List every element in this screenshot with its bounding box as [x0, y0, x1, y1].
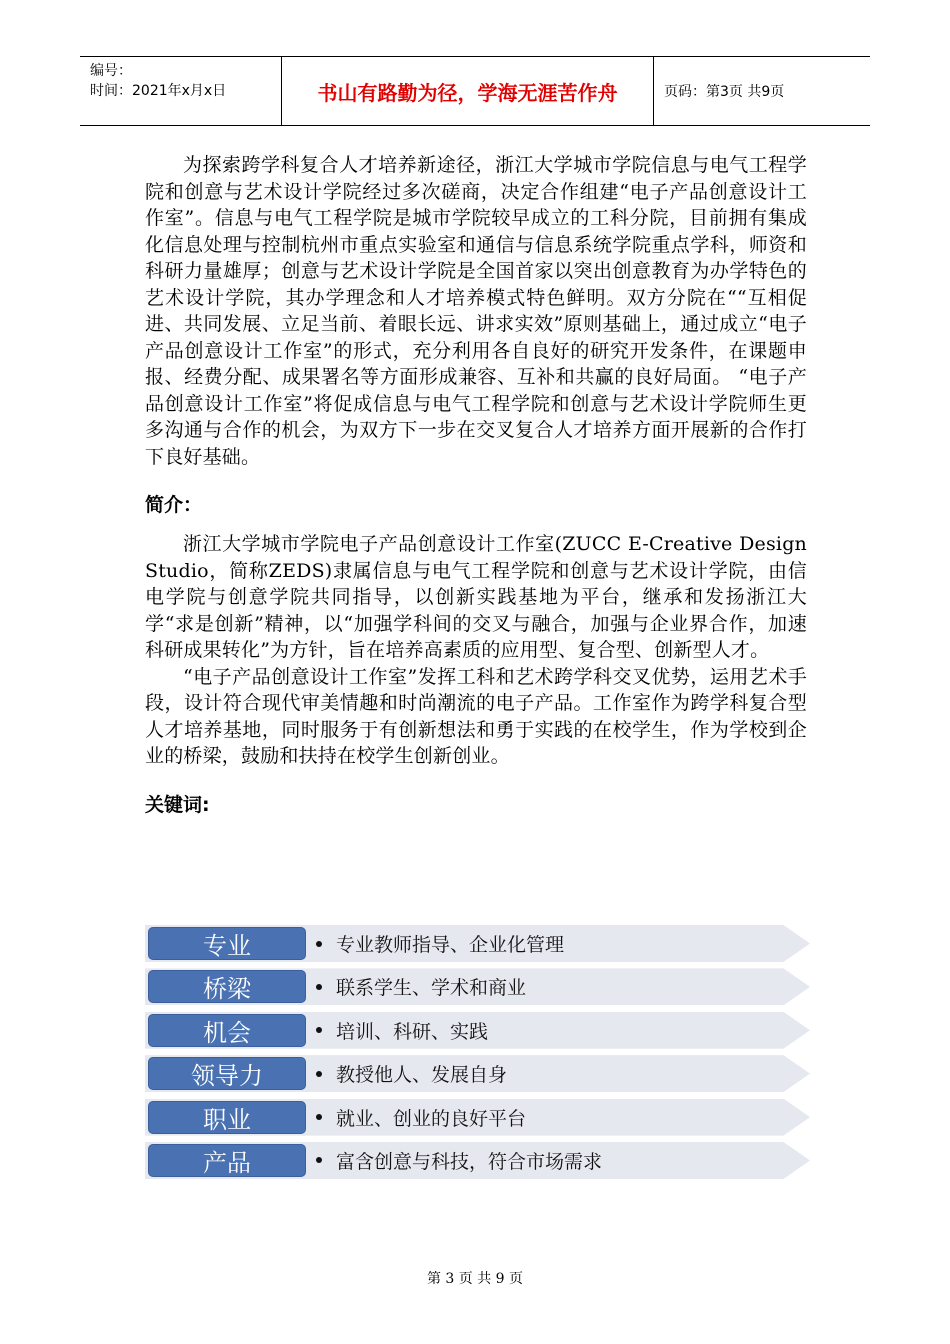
bullet-icon — [316, 941, 322, 947]
keywords-heading: 关键词: — [145, 793, 210, 816]
keyword-description — [310, 1099, 526, 1136]
keyword-row — [145, 1055, 815, 1092]
keyword-description-text: 培训、科研、实践 — [336, 1020, 489, 1043]
keyword-row — [145, 1142, 815, 1179]
document-number-label: 编号： — [90, 63, 132, 79]
keyword-description — [310, 925, 564, 962]
bullet-icon — [316, 1114, 322, 1120]
page-header — [80, 56, 870, 126]
summary-heading: 简介： — [145, 494, 203, 516]
keyword-description-text: 富含创意与科技，符合市场需求 — [336, 1150, 603, 1173]
header-page-code: 页码：第3页 共9页 — [664, 84, 785, 100]
intro-paragraph: 为探索跨学科复合人才培养新途径，浙江大学城市学院信息与电气工程学院和创意与艺术设计学院经过多次磋商，决定合作组建“电子产品创意设计工作室”。信息与电气工程学院是城市学院较早成立的工科分院，目前拥有集成化信息处理与控制杭州市重点实验室和通信与信息系统学院重点学科，师资和科研力量雄厚；创意与艺术设计学院是全国首家以突出创意教育为办学特色的艺术设计学院，其办学理念和人才培养模式特色鲜明。双方分院在““互相促进、共同发展、立足当前、着眼长远、讲求实效”原则基础上，通过成立“电子产品创意设计工作室”的形式，充分利用各自良好的研究开发条件，在课题申报、经费分配、成果署名等方面形成兼容、互补和共赢的良好局面。 “电子产品创意设计工作室”将促成信息与电气工程学院和创意与艺术设计学院师生更多沟通与合作的机会，为双方下一步在交叉复合人才培养方面开展新的合作打下良好基础。 — [145, 154, 807, 468]
page-footer: 第 3 页 共 9 页 — [426, 1271, 524, 1287]
keyword-description-text: 就业、创业的良好平台 — [336, 1107, 527, 1130]
header-motto: 书山有路勤为径，学海无涯苦作舟 — [282, 57, 654, 125]
keyword-description-text: 专业教师指导、企业化管理 — [336, 934, 565, 956]
keyword-row — [145, 1012, 815, 1049]
keyword-label: 领导力 — [148, 1057, 306, 1090]
bullet-icon — [316, 1071, 322, 1077]
keyword-label: 机会 — [148, 1014, 306, 1047]
header-meta — [80, 57, 282, 125]
keywords-list — [145, 925, 815, 1185]
keyword-description — [310, 1055, 507, 1092]
keyword-label: 专业 — [148, 927, 306, 960]
keyword-label: 职业 — [148, 1101, 306, 1134]
bullet-icon — [316, 1027, 322, 1033]
keyword-description-text: 联系学生、学术和商业 — [336, 977, 527, 1000]
keyword-label: 桥梁 — [148, 970, 306, 1003]
keyword-description-text: 教授他人、发展自身 — [336, 1064, 508, 1087]
document-body — [145, 152, 807, 831]
document-time-label: 时间：2021年x月x日 — [90, 83, 227, 99]
summary-paragraph-1: 浙江大学城市学院电子产品创意设计工作室(ZUCC E-Creative Design Studio，简称ZEDS)隶属信息与电气工程学院和创意与艺术设计学院，由信电学院与创意学院共同指导，以创新实践基地为平台，继承和发扬浙江大学“求是创新”精神，以“加强学科间的交叉与融合，加强与企业界合作，加速科研成果转化”为方针，旨在培养高素质的应用型、复合型、创新型人才。 — [145, 533, 807, 661]
keyword-row — [145, 925, 815, 962]
bullet-icon — [316, 1157, 322, 1163]
bullet-icon — [316, 984, 322, 990]
keyword-label: 产品 — [148, 1144, 306, 1177]
keyword-description — [310, 968, 526, 1005]
keyword-row — [145, 968, 815, 1005]
keyword-description — [310, 1012, 488, 1049]
keyword-description — [310, 1142, 602, 1179]
summary-paragraph-2: “电子产品创意设计工作室”发挥工科和艺术跨学科交叉优势，运用艺术手段，设计符合现代审美情趣和时尚潮流的电子产品。工作室作为跨学科复合型人才培养基地，同时服务于有创新想法和勇于实践的在校学生，作为学校到企业的桥梁，鼓励和扶持在校学生创新创业。 — [145, 665, 807, 767]
keyword-row — [145, 1099, 815, 1136]
